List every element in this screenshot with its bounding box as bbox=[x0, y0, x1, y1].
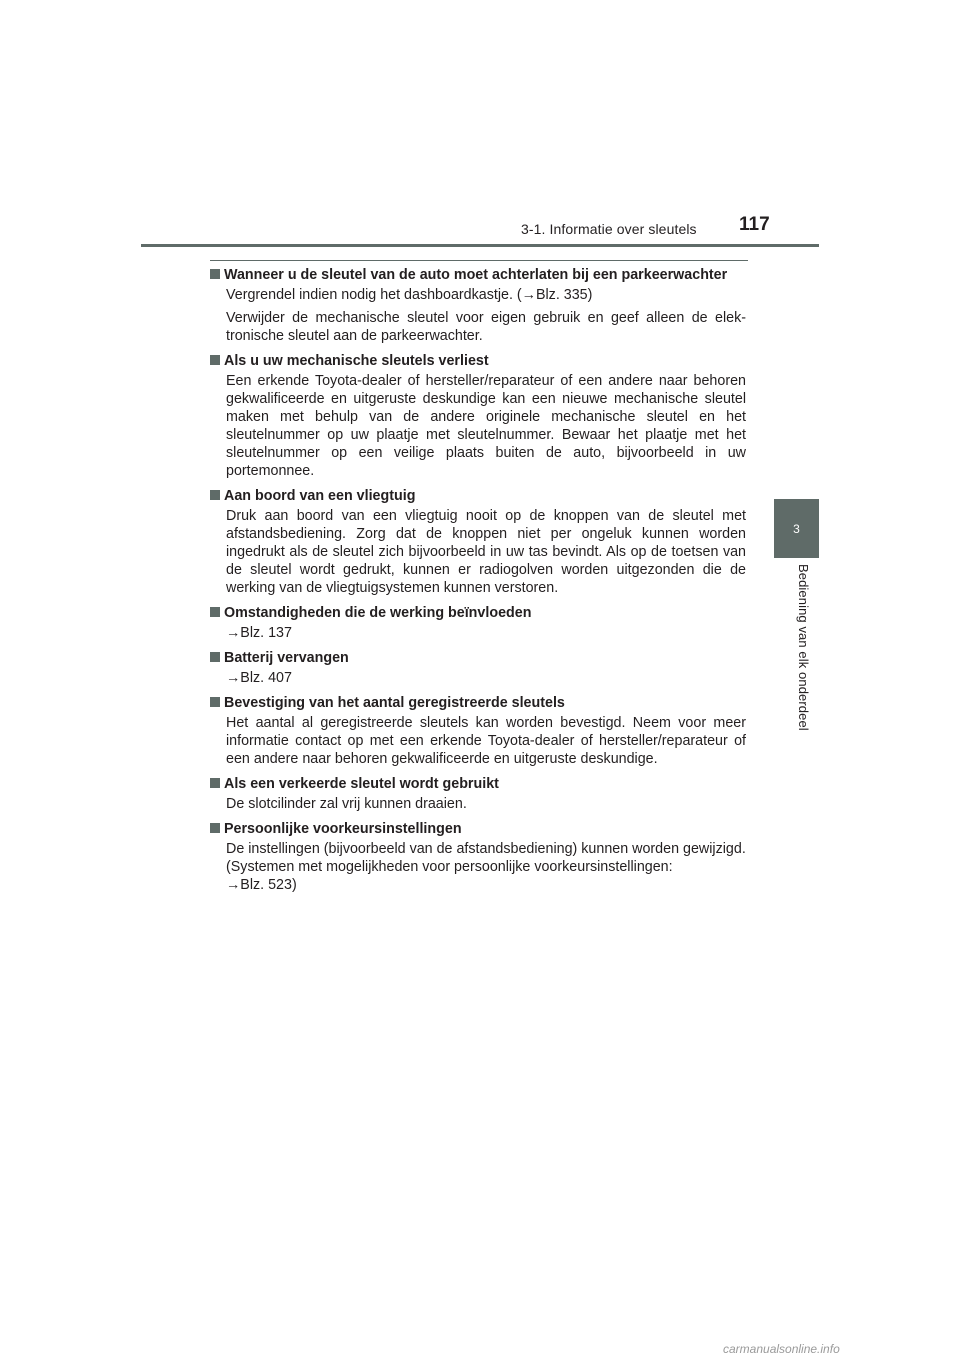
section-title: Als u uw mechanische sleutels verliest bbox=[224, 353, 489, 369]
square-bullet-icon bbox=[210, 490, 220, 500]
section-paragraph bbox=[226, 795, 746, 813]
section-paragraph bbox=[226, 372, 746, 480]
page-number: 117 bbox=[739, 214, 770, 235]
section bbox=[210, 649, 746, 687]
section-title: Batterij vervangen bbox=[224, 650, 349, 666]
paragraph-text: Verwijder de mechanische sleutel voor eigen gebruik en geef alleen de elektronische sleutel aan de parkeerwachter. bbox=[226, 310, 746, 344]
section-paragraph bbox=[226, 714, 746, 768]
square-bullet-icon bbox=[210, 355, 220, 365]
section-paragraph bbox=[226, 507, 746, 597]
section bbox=[210, 694, 746, 768]
square-bullet-icon bbox=[210, 778, 220, 788]
section bbox=[210, 775, 746, 813]
section-title: Bevestiging van het aantal geregistreerde sleutels bbox=[224, 695, 565, 711]
section bbox=[210, 266, 746, 345]
square-bullet-icon bbox=[210, 652, 220, 662]
section-heading bbox=[210, 604, 746, 622]
section bbox=[210, 604, 746, 642]
section-heading bbox=[210, 820, 746, 838]
section-title: Persoonlijke voorkeursinstellingen bbox=[224, 821, 462, 837]
header-section-title: 3-1. Informatie over sleutels bbox=[521, 221, 697, 237]
section-heading bbox=[210, 694, 746, 712]
watermark: carmanualsonline.info bbox=[723, 1342, 840, 1356]
section-title: Wanneer u de sleutel van de auto moet achterlaten bij een parkeerwachter bbox=[224, 267, 728, 283]
paragraph-text: →Blz. 137 bbox=[226, 625, 292, 641]
section-title: Aan boord van een vliegtuig bbox=[224, 488, 416, 504]
chapter-tab bbox=[774, 499, 819, 558]
section-heading bbox=[210, 487, 746, 505]
section bbox=[210, 820, 746, 894]
section bbox=[210, 352, 746, 480]
square-bullet-icon bbox=[210, 607, 220, 617]
paragraph-text: Het aantal al geregistreerde sleutels kan worden bevestigd. Neem voor meer informatie contact op met een erkende Toyota-dealer of hersteller/reparateur of een andere naar behoren gekwalificeerde en uitgeruste deskundige. bbox=[226, 715, 746, 767]
section-heading bbox=[210, 649, 746, 667]
chapter-title: Bediening van elk onderdeel bbox=[796, 564, 811, 731]
paragraph-text: (Systemen met mogelijkheden voor persoonlijke voorkeursinstellingen: bbox=[226, 859, 673, 875]
paragraph-text: Vergrendel indien nodig het dashboardkastje. (→Blz. 335) bbox=[226, 287, 593, 303]
section-heading bbox=[210, 775, 746, 793]
paragraph-text: Druk aan boord van een vliegtuig nooit op de knoppen van de sleutel met afstandsbediening. Zorg dat de knoppen niet per ongeluk kunnen worden ingedrukt als de sleutel zich bijvoorbeeld in uw tas bevindt. Als op de toetsen van de sleutel wordt gedrukt, kunnen er radiogolven worden uitgezonden die de werking van de vliegtuigsystemen kunnen verstoren. bbox=[226, 508, 746, 596]
paragraph-text: →Blz. 523) bbox=[226, 877, 297, 893]
section-paragraph bbox=[226, 309, 746, 345]
paragraph-text: Een erkende Toyota-dealer of hersteller/reparateur of een andere naar behoren gekwalificeerde en uitgeruste deskundige kan een nieuwe mechanische sleutel maken met behulp van de andere originele mechanische sleutel en het sleutelnummer op uw plaatje met sleutelnummer. Bewaar het plaatje met het sleutelnummer op een veilige plaats buiten de auto, bijvoorbeeld in uw portemonnee. bbox=[226, 373, 746, 479]
section-heading bbox=[210, 266, 746, 284]
section-paragraph bbox=[226, 286, 746, 304]
section-title: Omstandigheden die de werking beïnvloeden bbox=[224, 605, 532, 621]
paragraph-text: →Blz. 407 bbox=[226, 670, 292, 686]
document-body bbox=[210, 266, 746, 901]
header-divider bbox=[141, 244, 819, 247]
section-paragraph bbox=[226, 876, 746, 894]
section-paragraph bbox=[226, 840, 746, 858]
square-bullet-icon bbox=[210, 823, 220, 833]
section bbox=[210, 487, 746, 597]
chapter-number: 3 bbox=[793, 521, 800, 536]
section-title: Als een verkeerde sleutel wordt gebruikt bbox=[224, 776, 499, 792]
section-heading bbox=[210, 352, 746, 370]
content-divider bbox=[210, 260, 748, 261]
paragraph-text: De slotcilinder zal vrij kunnen draaien. bbox=[226, 796, 467, 812]
section-paragraph bbox=[226, 858, 746, 876]
paragraph-text: De instellingen (bijvoorbeeld van de afstandsbediening) kunnen worden gewijzigd. bbox=[226, 841, 746, 857]
section-paragraph bbox=[226, 669, 746, 687]
square-bullet-icon bbox=[210, 269, 220, 279]
square-bullet-icon bbox=[210, 697, 220, 707]
section-paragraph bbox=[226, 624, 746, 642]
